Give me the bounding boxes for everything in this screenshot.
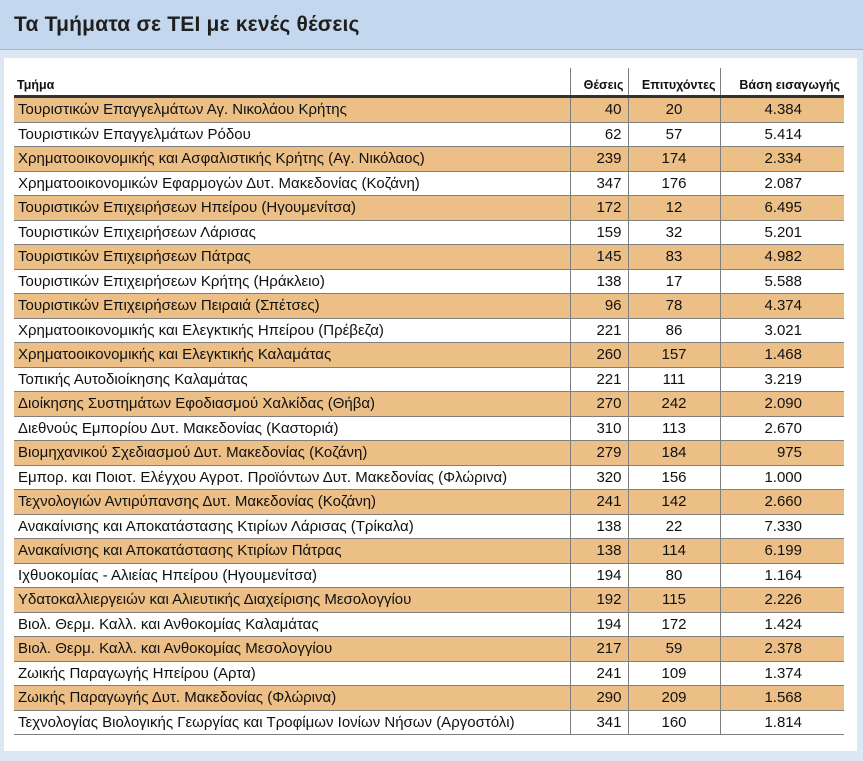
table-row — [14, 563, 844, 588]
table-row — [14, 441, 844, 466]
cell-entry-score: 2.090 — [720, 392, 844, 417]
cell-department: Ζωικής Παραγωγής Δυτ. Μακεδονίας (Φλώρινα) — [14, 686, 570, 711]
cell-entry-score: 6.199 — [720, 539, 844, 564]
cell-successful: 157 — [628, 343, 720, 368]
table-row — [14, 588, 844, 613]
title-bar — [0, 0, 863, 50]
cell-department: Χρηματοοικονομικής και Ασφαλιστικής Κρήτης (Αγ. Νικόλαος) — [14, 147, 570, 172]
cell-entry-score: 5.414 — [720, 122, 844, 147]
cell-department: Χρηματοοικονομικής και Ελεγκτικής Καλαμάτας — [14, 343, 570, 368]
cell-positions: 138 — [570, 514, 628, 539]
cell-successful: 57 — [628, 122, 720, 147]
header-department: Τμήμα — [14, 68, 570, 97]
cell-department: Ιχθυοκομίας - Αλιείας Ηπείρου (Ηγουμενίτσα) — [14, 563, 570, 588]
cell-entry-score: 7.330 — [720, 514, 844, 539]
cell-positions: 341 — [570, 710, 628, 735]
cell-successful: 111 — [628, 367, 720, 392]
table-row — [14, 294, 844, 319]
cell-positions: 260 — [570, 343, 628, 368]
table-panel — [4, 58, 857, 751]
cell-department: Διεθνούς Εμπορίου Δυτ. Μακεδονίας (Καστοριά) — [14, 416, 570, 441]
cell-positions: 194 — [570, 563, 628, 588]
cell-entry-score: 2.226 — [720, 588, 844, 613]
table-row — [14, 710, 844, 735]
cell-department: Διοίκησης Συστημάτων Εφοδιασμού Χαλκίδας (Θήβα) — [14, 392, 570, 417]
cell-successful: 184 — [628, 441, 720, 466]
cell-entry-score: 3.219 — [720, 367, 844, 392]
cell-positions: 241 — [570, 661, 628, 686]
header-successful: Επιτυχόντες — [628, 68, 720, 97]
cell-entry-score: 1.814 — [720, 710, 844, 735]
cell-entry-score: 5.201 — [720, 220, 844, 245]
table-row — [14, 318, 844, 343]
cell-successful: 209 — [628, 686, 720, 711]
table-row — [14, 514, 844, 539]
cell-entry-score: 2.087 — [720, 171, 844, 196]
cell-department: Τουριστικών Επαγγελμάτων Ρόδου — [14, 122, 570, 147]
table-row — [14, 147, 844, 172]
cell-positions: 310 — [570, 416, 628, 441]
cell-entry-score: 975 — [720, 441, 844, 466]
cell-entry-score: 4.384 — [720, 97, 844, 123]
table-row — [14, 637, 844, 662]
cell-entry-score: 2.378 — [720, 637, 844, 662]
cell-entry-score: 2.660 — [720, 490, 844, 515]
table-row — [14, 220, 844, 245]
table-row — [14, 343, 844, 368]
cell-department: Ζωικής Παραγωγής Ηπείρου (Αρτα) — [14, 661, 570, 686]
cell-entry-score: 4.982 — [720, 245, 844, 270]
cell-positions: 172 — [570, 196, 628, 221]
cell-positions: 145 — [570, 245, 628, 270]
cell-entry-score: 3.021 — [720, 318, 844, 343]
cell-positions: 279 — [570, 441, 628, 466]
header-entry-score: Βάση εισαγωγής — [720, 68, 844, 97]
cell-entry-score: 1.468 — [720, 343, 844, 368]
cell-positions: 239 — [570, 147, 628, 172]
cell-department: Τουριστικών Επαγγελμάτων Αγ. Νικολάου Κρήτης — [14, 97, 570, 123]
cell-positions: 347 — [570, 171, 628, 196]
cell-successful: 80 — [628, 563, 720, 588]
cell-successful: 109 — [628, 661, 720, 686]
cell-successful: 242 — [628, 392, 720, 417]
cell-successful: 113 — [628, 416, 720, 441]
table-row — [14, 465, 844, 490]
cell-department: Βιομηχανικού Σχεδιασμού Δυτ. Μακεδονίας (Κοζάνη) — [14, 441, 570, 466]
table-row — [14, 661, 844, 686]
table-row — [14, 612, 844, 637]
cell-department: Βιολ. Θερμ. Καλλ. και Ανθοκομίας Καλαμάτας — [14, 612, 570, 637]
cell-entry-score: 1.164 — [720, 563, 844, 588]
cell-entry-score: 1.374 — [720, 661, 844, 686]
cell-positions: 138 — [570, 539, 628, 564]
cell-entry-score: 5.588 — [720, 269, 844, 294]
cell-positions: 62 — [570, 122, 628, 147]
cell-successful: 83 — [628, 245, 720, 270]
cell-entry-score: 6.495 — [720, 196, 844, 221]
cell-department: Τουριστικών Επιχειρήσεων Ηπείρου (Ηγουμενίτσα) — [14, 196, 570, 221]
cell-successful: 12 — [628, 196, 720, 221]
cell-positions: 290 — [570, 686, 628, 711]
cell-positions: 221 — [570, 367, 628, 392]
header-positions: Θέσεις — [570, 68, 628, 97]
cell-positions: 217 — [570, 637, 628, 662]
cell-successful: 176 — [628, 171, 720, 196]
cell-successful: 20 — [628, 97, 720, 123]
cell-entry-score: 2.670 — [720, 416, 844, 441]
cell-positions: 194 — [570, 612, 628, 637]
cell-department: Τοπικής Αυτοδιοίκησης Καλαμάτας — [14, 367, 570, 392]
cell-department: Ανακαίνισης και Αποκατάστασης Κτιρίων Πάτρας — [14, 539, 570, 564]
page-title: Τα Τμήματα σε ΤΕΙ με κενές θέσεις — [14, 13, 360, 36]
table-row — [14, 686, 844, 711]
table-row — [14, 392, 844, 417]
cell-positions: 40 — [570, 97, 628, 123]
cell-department: Υδατοκαλλιεργειών και Αλιευτικής Διαχείρισης Μεσολογγίου — [14, 588, 570, 613]
cell-entry-score: 2.334 — [720, 147, 844, 172]
cell-department: Χρηματοοικονομικών Εφαρμογών Δυτ. Μακεδονίας (Κοζάνη) — [14, 171, 570, 196]
cell-successful: 59 — [628, 637, 720, 662]
cell-successful: 115 — [628, 588, 720, 613]
cell-successful: 114 — [628, 539, 720, 564]
cell-successful: 142 — [628, 490, 720, 515]
cell-successful: 17 — [628, 269, 720, 294]
cell-department: Χρηματοοικονομικής και Ελεγκτικής Ηπείρου (Πρέβεζα) — [14, 318, 570, 343]
cell-successful: 86 — [628, 318, 720, 343]
cell-department: Τεχνολογίας Βιολογικής Γεωργίας και Τροφίμων Ιονίων Νήσων (Αργοστόλι) — [14, 710, 570, 735]
table-row — [14, 245, 844, 270]
cell-positions: 270 — [570, 392, 628, 417]
cell-successful: 32 — [628, 220, 720, 245]
cell-positions: 221 — [570, 318, 628, 343]
cell-entry-score: 1.424 — [720, 612, 844, 637]
table-row — [14, 97, 844, 123]
cell-successful: 156 — [628, 465, 720, 490]
cell-successful: 78 — [628, 294, 720, 319]
table-body — [14, 97, 844, 735]
cell-entry-score: 1.568 — [720, 686, 844, 711]
cell-entry-score: 1.000 — [720, 465, 844, 490]
cell-positions: 138 — [570, 269, 628, 294]
vacancies-table — [14, 68, 844, 735]
table-header-row — [14, 68, 844, 97]
table-row — [14, 122, 844, 147]
table-row — [14, 539, 844, 564]
table-row — [14, 196, 844, 221]
table-row — [14, 416, 844, 441]
cell-department: Τουριστικών Επιχειρήσεων Λάρισας — [14, 220, 570, 245]
cell-successful: 172 — [628, 612, 720, 637]
cell-department: Βιολ. Θερμ. Καλλ. και Ανθοκομίας Μεσολογγίου — [14, 637, 570, 662]
cell-successful: 160 — [628, 710, 720, 735]
cell-department: Εμπορ. και Ποιοτ. Ελέγχου Αγροτ. Προϊόντων Δυτ. Μακεδονίας (Φλώρινα) — [14, 465, 570, 490]
table-row — [14, 490, 844, 515]
cell-department: Τουριστικών Επιχειρήσεων Πειραιά (Σπέτσες) — [14, 294, 570, 319]
cell-department: Τουριστικών Επιχειρήσεων Κρήτης (Ηράκλειο) — [14, 269, 570, 294]
cell-positions: 320 — [570, 465, 628, 490]
cell-successful: 22 — [628, 514, 720, 539]
cell-positions: 96 — [570, 294, 628, 319]
table-row — [14, 367, 844, 392]
cell-department: Ανακαίνισης και Αποκατάστασης Κτιρίων Λάρισας (Τρίκαλα) — [14, 514, 570, 539]
cell-positions: 192 — [570, 588, 628, 613]
table-row — [14, 171, 844, 196]
cell-successful: 174 — [628, 147, 720, 172]
table-row — [14, 269, 844, 294]
cell-department: Τεχνολογιών Αντιρύπανσης Δυτ. Μακεδονίας (Κοζάνη) — [14, 490, 570, 515]
cell-positions: 159 — [570, 220, 628, 245]
cell-positions: 241 — [570, 490, 628, 515]
cell-department: Τουριστικών Επιχειρήσεων Πάτρας — [14, 245, 570, 270]
cell-entry-score: 4.374 — [720, 294, 844, 319]
